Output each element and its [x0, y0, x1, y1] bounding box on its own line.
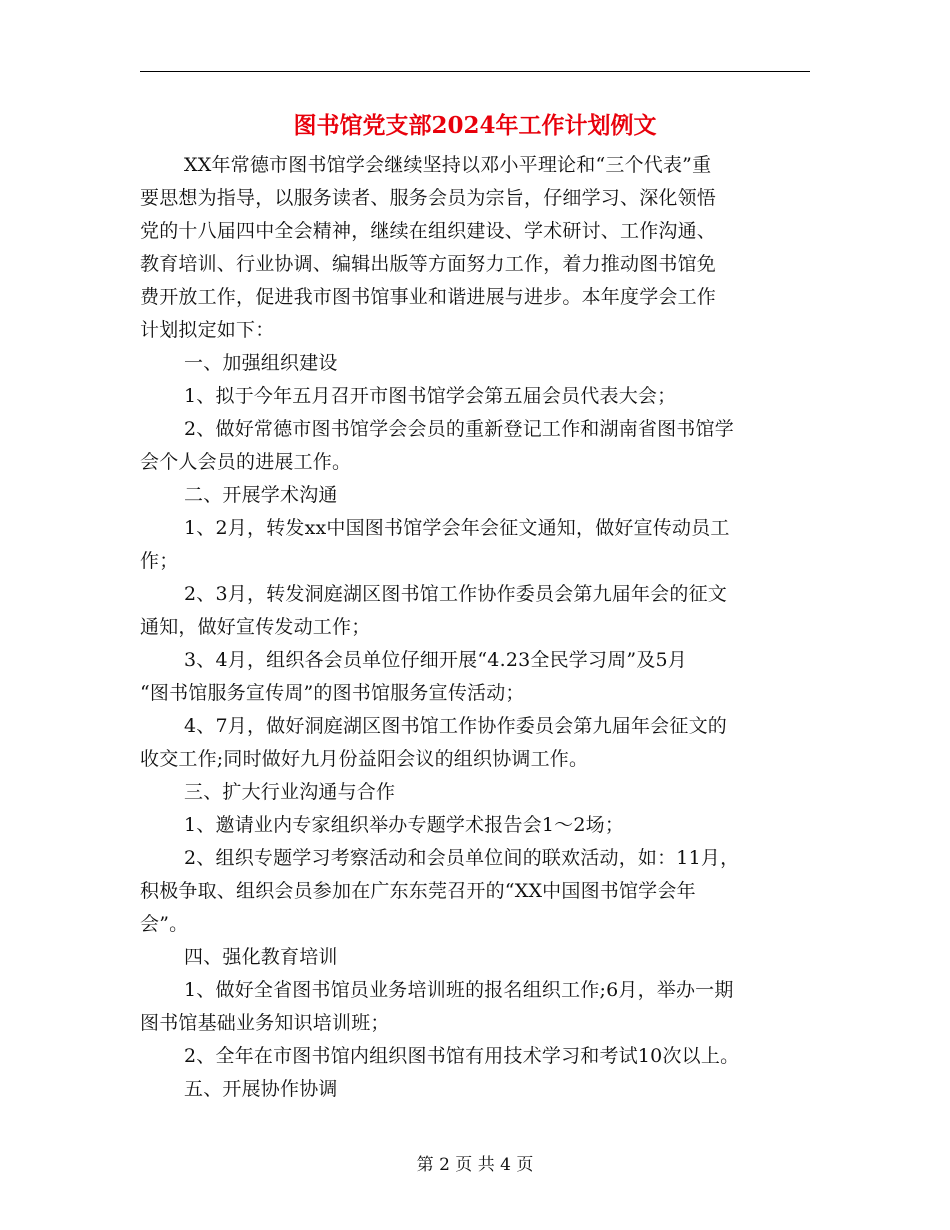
paragraph-line: 会个人会员的进展工作。 — [140, 451, 352, 473]
paragraph-line: 积极争取、组织会员参加在广东东莞召开的“XX中国图书馆学会年 — [140, 880, 696, 902]
paragraph-line: 1、邀请业内专家组织举办专题学术报告会1～2场； — [184, 814, 625, 836]
paragraph — [140, 710, 810, 776]
paragraph-line: “图书馆服务宣传周”的图书馆服务宣传活动； — [140, 682, 525, 704]
paragraph-line: 2、3月，转发洞庭湖区图书馆工作协作委员会第九届年会的征文 — [184, 583, 727, 605]
paragraph-line: 3、4月，组织各会员单位仔细开展“4.23全民学习周”及5月 — [184, 649, 687, 671]
paragraph-line: 图书馆基础业务知识培训班； — [140, 1012, 390, 1034]
paragraph — [140, 479, 810, 512]
paragraph-line: 教育培训、行业协调、编辑出版等方面努力工作，着力推动图书馆免 — [140, 253, 717, 275]
paragraph — [140, 776, 810, 809]
paragraph-line: 一、加强组织建设 — [184, 352, 338, 374]
paragraph — [140, 974, 810, 1040]
paragraph-line: 2、组织专题学习考察活动和会员单位间的联欢活动，如：11月， — [184, 847, 740, 869]
paragraph — [140, 578, 810, 644]
paragraph-line: 2、做好常德市图书馆学会会员的重新登记工作和湖南省图书馆学 — [184, 418, 734, 440]
paragraph — [140, 809, 810, 842]
paragraph — [140, 347, 810, 380]
paragraph-line: 4、7月，做好洞庭湖区图书馆工作协作委员会第九届年会征文的 — [184, 715, 727, 737]
paragraph — [140, 644, 810, 710]
paragraph-line: 1、做好全省图书馆员业务培训班的报名组织工作;6月，举办一期 — [184, 979, 734, 1001]
paragraph-line: 计划拟定如下： — [140, 319, 275, 341]
paragraph-line: 费开放工作，促进我市图书馆事业和谐进展与进步。本年度学会工作 — [140, 286, 717, 308]
paragraph-line: 1、2月，转发xx中国图书馆学会年会征文通知，做好宣传动员工 — [184, 517, 730, 539]
paragraph — [140, 1073, 810, 1106]
paragraph-line: 要思想为指导，以服务读者、服务会员为宗旨，仔细学习、深化领悟 — [140, 187, 717, 209]
paragraph-line: 四、强化教育培训 — [184, 946, 338, 968]
header-rule — [140, 71, 810, 72]
paragraph-line: 党的十八届四中全会精神，继续在组织建设、学术研讨、工作沟通、 — [140, 220, 717, 242]
document-body — [140, 149, 810, 1106]
document-title: 图书馆党支部2024年工作计划例文 — [293, 112, 657, 139]
paragraph-line: 五、开展协作协调 — [184, 1078, 338, 1100]
paragraph-line: 会”。 — [140, 913, 189, 935]
paragraph-line: 作； — [140, 550, 179, 572]
paragraph-line: 1、拟于今年五月召开市图书馆学会第五届会员代表大会； — [184, 385, 677, 407]
paragraph — [140, 380, 810, 413]
paragraph-line: 三、扩大行业沟通与合作 — [184, 781, 396, 803]
paragraph — [140, 512, 810, 578]
paragraph — [140, 1040, 810, 1073]
paragraph — [140, 842, 810, 941]
paragraph-line: 二、开展学术沟通 — [184, 484, 338, 506]
paragraph-line: XX年常德市图书馆学会继续坚持以邓小平理论和“三个代表”重 — [184, 154, 712, 176]
paragraph-line: 2、全年在市图书馆内组织图书馆有用技术学习和考试10次以上。 — [184, 1045, 740, 1067]
paragraph — [140, 149, 810, 347]
paragraph — [140, 941, 810, 974]
page-number: 第 2 页 共 4 页 — [416, 1155, 534, 1175]
paragraph-line: 通知，做好宣传发动工作； — [140, 616, 371, 638]
paragraph-line: 收交工作;同时做好九月份益阳会议的组织协调工作。 — [140, 748, 589, 770]
paragraph — [140, 413, 810, 479]
